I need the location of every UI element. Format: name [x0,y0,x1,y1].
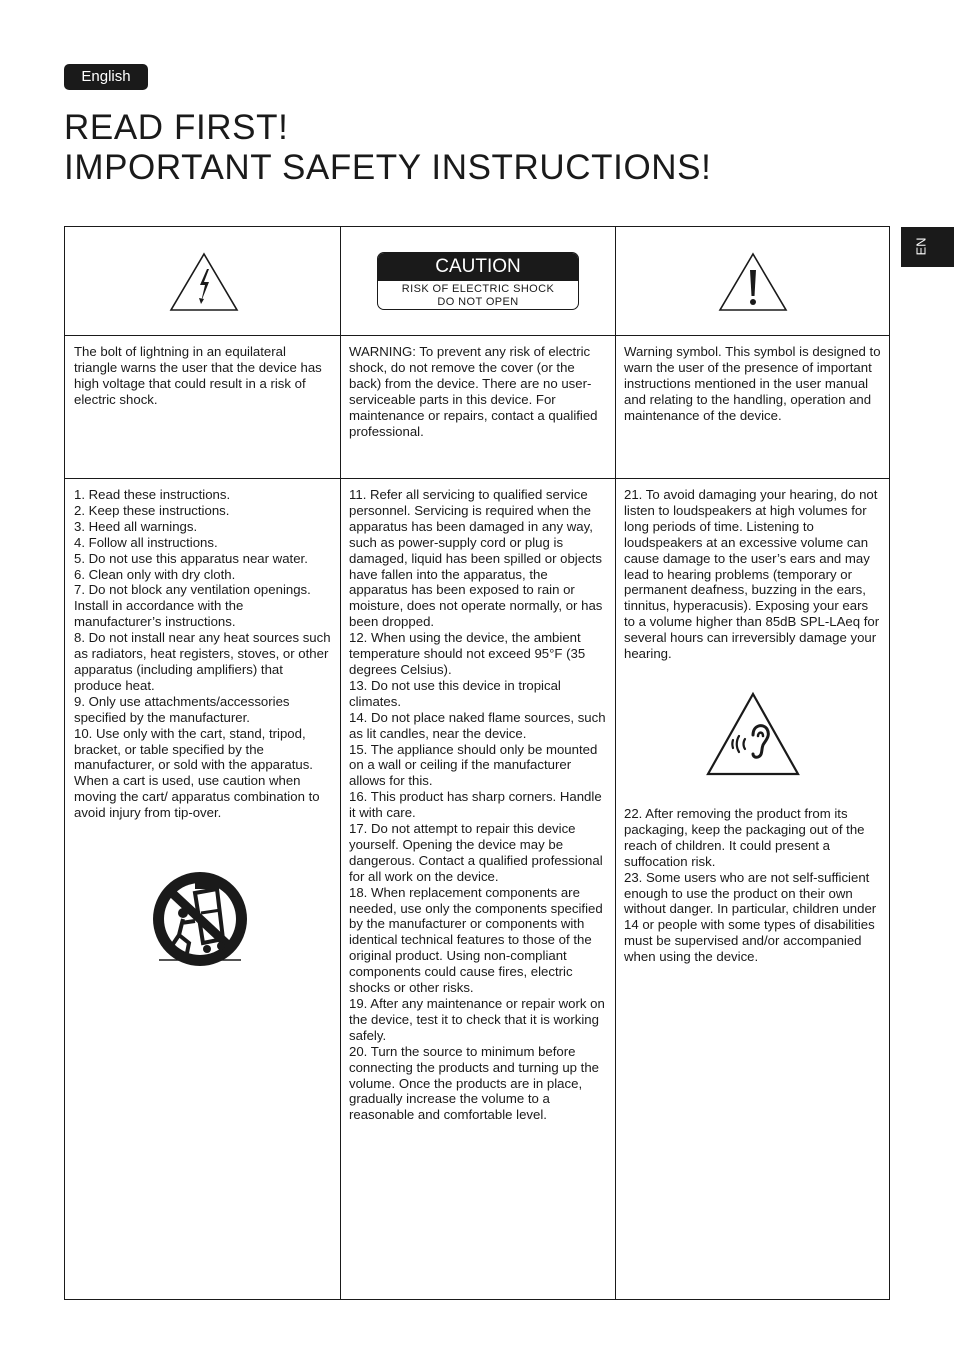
caution-line-2: DO NOT OPEN [437,296,519,308]
safety-table [64,226,890,1300]
list-item: 21. To avoid damaging your hearing, do not listen to loudspeakers at high volumes for long periods of time. Listening to loudspeakers at an excessive volume can cause damage to the user’s ears and may lead to hearing problems (temporary or permanent deafness, buzzing in the ears, tinnitus, hyperacusis). Exposing your ears to a volume higher than 85dB SPL-LAeq for several hours can irreversibly damage your hearing. [624,487,880,662]
list-item: 10. Use only with the cart, stand, tripod, bracket, or table specified by the manufacturer, or sold with the apparatus. When a cart is used, use caution when moving the cart/ apparatus combination to avoid injury from tip-over. [74,725,320,821]
row-divider [65,335,889,336]
caution-line-1: RISK OF ELECTRIC SHOCK [401,283,555,295]
title-line-2: IMPORTANT SAFETY INSTRUCTIONS! [64,148,712,187]
list-item: 23. Some users who are not self-sufficient enough to use the product on their own without danger. In particular, children under 14 or people with some types of disabilities must be supervised and/or accompanied when using the device. [624,869,877,965]
column-divider [615,227,616,1299]
list-item: 19. After any maintenance or repair work on the device, test it to check that it is working safely. [349,996,605,1043]
instructions-column-1 [74,487,332,821]
list-item: 2. Keep these instructions. [74,502,230,518]
list-item: 1. Read these instructions. [74,487,231,502]
language-badge: English [64,64,148,90]
language-side-tab [901,227,954,267]
hearing-damage-warning-icon [705,691,801,777]
side-tab-label: EN [913,237,929,256]
list-item: 3. Heed all warnings. [74,518,198,534]
cart-tip-over-warning-icon [151,869,249,969]
list-item: 11. Refer all servicing to qualified service personnel. Servicing is required when the apparatus has been damaged in any way, such as power-supply cord or plug is damaged, liquid has been spilled or objects have fallen into the apparatus, the apparatus has been exposed to rain or moisture, does not operate normally, or has been dropped. [349,487,603,630]
column-divider [340,227,341,1299]
instructions-column-2 [349,487,607,1123]
caution-heading: CAUTION [378,253,578,281]
list-item: 13. Do not use this device in tropical climates. [349,677,561,709]
caution-label [377,252,579,310]
row-divider [65,478,889,479]
title-line-1: READ FIRST! [64,108,289,147]
electric-shock-warning-icon [169,252,239,312]
list-item: 16. This product has sharp corners. Handle it with care. [349,789,602,821]
warning-description: WARNING: To prevent any risk of electric shock, do not remove the cover (or the back) from the device. There are no user-serviceable parts in this device. For maintenance or repairs, contact a qualified professional. [349,344,598,439]
list-item: 18. When replacement components are needed, use only the components specified by the manufacturer or components with identical technical features to those of the original product. Using non-compliant components could cause fires, electric shocks or other risks. [349,884,603,996]
list-item: 7. Do not block any ventilation openings. Install in accordance with the manufacturer’s instructions. [74,582,311,630]
list-item: 5. Do not use this apparatus near water. [74,550,308,566]
list-item: 9. Only use attachments/accessories specified by the manufacturer. [74,693,290,725]
exclamation-symbol-description: Warning symbol. This symbol is designed to warn the user of the presence of important instructions mentioned in the user manual and relating to the handling, operation and maintenance of the device. [624,344,881,423]
list-item: 22. After removing the product from its packaging, keep the packaging out of the reach of children. It could present a suffocation risk. [624,806,865,869]
page-title [64,108,711,188]
list-item: 14. Do not place naked flame sources, such as lit candles, near the device. [349,709,606,741]
exclamation-warning-icon [718,252,788,312]
list-item: 4. Follow all instructions. [74,534,218,550]
list-item: 15. The appliance should only be mounted on a wall or ceiling if the manufacturer allows for this. [349,741,598,789]
list-item: 12. When using the device, the ambient temperature should not exceed 95°F (35 degrees Celsius). [349,630,586,677]
list-item: 20. Turn the source to minimum before connecting the products and turning up the volume. Once the products are in place, gradually increase the volume to a reasonable and comfortable level. [349,1043,600,1123]
list-item: 17. Do not attempt to repair this device yourself. Opening the device may be dangerous. Contact a qualified professional for all work on the device. [349,821,603,884]
list-item: 8. Do not install near any heat sources such as radiators, heat registers, stoves, or other apparatus (including amplifiers) that produce heat. [74,630,331,693]
instructions-column-3-top [624,487,882,662]
instructions-column-3-bottom [624,806,882,965]
lightning-symbol-description: The bolt of lightning in an equilateral triangle warns the user that the device has high voltage that could result in a risk of electric shock. [74,344,322,407]
list-item: 6. Clean only with dry cloth. [74,566,236,582]
